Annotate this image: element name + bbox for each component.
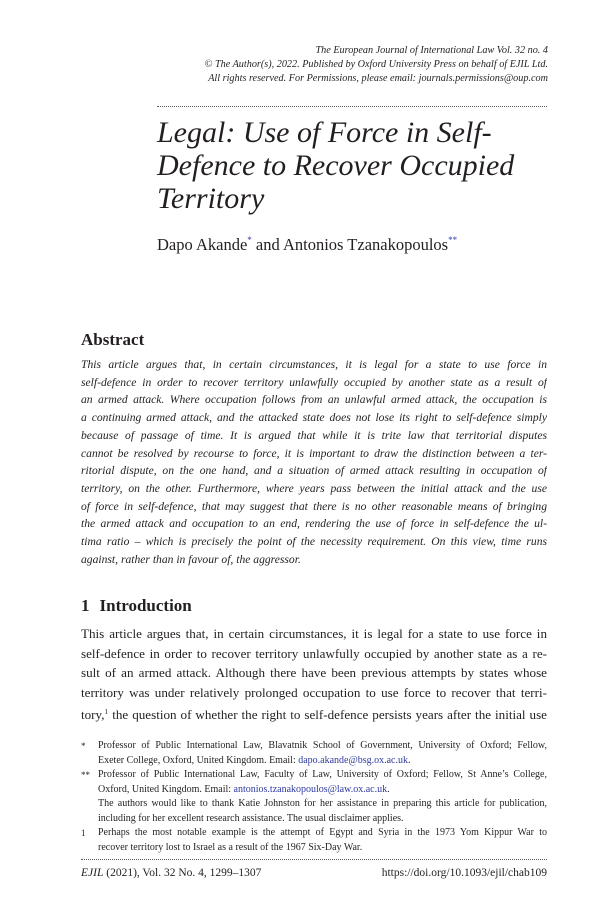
abstract-line: ritorial dispute, on the one hand, and a situation of armed attack resulting in occupation of <box>81 464 547 478</box>
footnote-mark: * <box>81 741 86 751</box>
doi-link[interactable]: https://doi.org/10.1093/ejil/chab109 <box>381 867 547 879</box>
abstract-line: self-defence in order to recover territory unlawfully occupied by another state as a result of <box>81 375 547 389</box>
footnote-reference[interactable]: 1 <box>104 707 109 716</box>
email-link[interactable]: dapo.akande@bsg.ox.ac.uk <box>298 754 408 766</box>
footnote-line: Perhaps the most notable example is the attempt of Egypt and Syria in the 1973 Yom Kippur War to <box>98 827 547 838</box>
body-line: territory was under relatively prolonged occupation to use force to recover that terri- <box>81 684 547 700</box>
author-footnote-link[interactable]: * <box>247 235 252 245</box>
footnote-text: Oxford, United Kingdom. Email: <box>98 783 234 795</box>
footnote-line: Professor of Public International Law, Faculty of Law, University of Oxford; Fellow, St Anne’s College, <box>98 769 547 780</box>
rights-line: All rights reserved. For Permissions, please email: journals.permissions@oup.com <box>208 73 548 84</box>
author-name: Antonios Tzanakopoulos <box>282 235 449 254</box>
copyright-line: © The Author(s), 2022. Published by Oxford University Press on behalf of EJIL Ltd. <box>204 59 548 70</box>
journal-line: The European Journal of International Law Vol. 32 no. 4 <box>315 45 548 56</box>
running-header <box>0 44 548 86</box>
abstract-line: a continuing armed attack, and the attacked state does not lose its right to self-defence simply <box>81 411 547 425</box>
footnote <box>81 826 547 855</box>
author-line <box>157 235 457 255</box>
abstract-line: because of passage of time. It is argued that while it is trite law that territorial disputes <box>81 428 547 442</box>
abstract-line: This article argues that, in certain circumstances, it is legal for a state to use force in <box>81 358 547 371</box>
footnote-text: . <box>387 783 390 795</box>
footnote-line: Professor of Public International Law, Blavatnik School of Government, University of Oxford; Fellow, <box>98 740 547 751</box>
author-name: Dapo Akande <box>157 235 248 254</box>
footnote-mark: 1 <box>81 828 86 838</box>
footnote-line: recover territory lost to Israel as a result of the 1967 Six-Day War. <box>98 841 363 853</box>
footer-citation <box>81 867 261 879</box>
section-title: Introduction <box>99 596 192 615</box>
abstract-line: the armed attack and occupation to an end, rendering the use of force in self-defence the ul- <box>81 517 547 531</box>
footnote <box>81 739 547 768</box>
introduction-body <box>81 624 547 725</box>
body-text-fragment: the question of whether the right to self-defence persists years after the initial use <box>108 707 547 722</box>
abstract-line: cannot be resolved by recourse to force, it is important to draw the distinction between a ter- <box>81 446 547 460</box>
body-line: sult of an armed attack. Although there have been previous attempts by states whose <box>81 665 547 680</box>
title-line: Territory <box>157 182 265 215</box>
journal-abbreviation: EJIL <box>81 867 104 879</box>
body-line <box>81 702 547 725</box>
abstract-body <box>81 356 547 568</box>
footnote-line: The authors would like to thank Katie Johnston for her assistance in preparing this article for publication, <box>98 798 547 809</box>
footnote <box>81 768 547 826</box>
section-number: 1 <box>81 596 90 615</box>
header-divider <box>157 106 547 107</box>
footnote-line <box>98 783 547 798</box>
body-text-fragment: tory, <box>81 707 105 722</box>
body-line: This article argues that, in certain circumstances, it is legal for a state to use force in <box>81 626 547 641</box>
footnotes <box>81 739 547 855</box>
abstract-line: tima ratio – which is precisely the point of the necessity requirement. On this view, time runs <box>81 535 547 549</box>
footnote-text: . <box>407 754 411 766</box>
footnote-line: including for her excellent research assistance. The usual disclaimer applies. <box>98 812 404 824</box>
abstract-heading: Abstract <box>81 330 145 349</box>
footer-divider <box>81 859 547 860</box>
title-line: Legal: Use of Force in Self- <box>157 116 492 149</box>
footnote-mark: ** <box>81 770 90 780</box>
abstract-line: against, rather than in favour of, the aggressor. <box>81 552 301 566</box>
title-line: Defence to Recover Occupied <box>157 149 515 182</box>
author-footnote-link[interactable]: ** <box>448 235 458 245</box>
body-line: self-defence in order to recover territory unlawfully occupied by another state as a re- <box>81 645 547 661</box>
footnote-text: Exeter College, Oxford, United Kingdom. Email: <box>98 754 299 766</box>
email-link[interactable]: antonios.tzanakopoulos@law.ox.ac.uk <box>233 783 388 795</box>
article-title <box>157 116 557 215</box>
abstract-line: territory, on the other. Furthermore, where years pass between the initial attack and the use <box>81 481 547 495</box>
section-heading <box>81 596 192 616</box>
footnote-line <box>98 754 547 769</box>
author-conjunction: and <box>255 235 280 254</box>
abstract-line: of force in self-defence, that may suggest that there is no other reasonable means of bringing <box>81 499 547 513</box>
citation-text: (2021), Vol. 32 No. 4, 1299–1307 <box>103 867 262 879</box>
abstract-line: an armed attack. Where occupation follows from an unlawful armed attack, the occupation is <box>81 393 547 407</box>
